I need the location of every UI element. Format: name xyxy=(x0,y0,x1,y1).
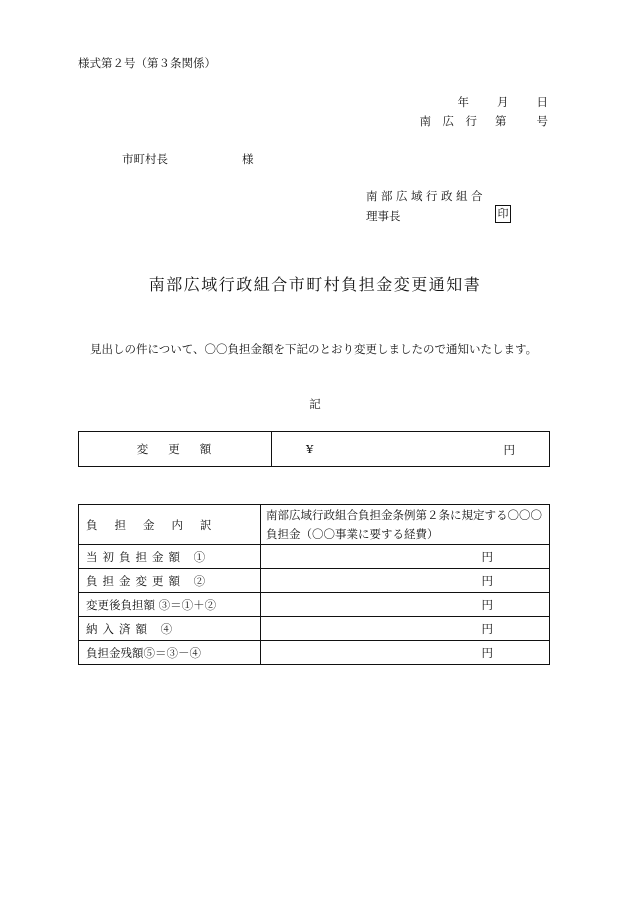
document-number-prefix: 南 広 行 xyxy=(419,114,477,128)
date-day: 日 xyxy=(536,95,548,109)
change-amount-value xyxy=(272,432,550,467)
ki-label: 記 xyxy=(309,397,321,411)
table-row xyxy=(79,569,550,593)
table-row xyxy=(79,641,550,665)
document-number-go: 号 xyxy=(536,114,548,128)
seal-box: 印 xyxy=(495,205,511,223)
row-unit: 円 xyxy=(261,569,550,593)
row-label: 納入済額 ④ xyxy=(79,617,261,641)
breakdown-table xyxy=(78,504,550,665)
row-unit: 円 xyxy=(261,641,550,665)
row-label: 負担金残額⑤＝③－④ xyxy=(79,641,261,665)
yen-symbol: ¥ xyxy=(306,442,314,456)
table-row xyxy=(79,545,550,569)
document-number-dai: 第 xyxy=(495,114,507,128)
addressee-name: 市町村長 xyxy=(122,152,168,166)
form-number: 様式第２号（第３条関係） xyxy=(78,56,216,70)
change-amount-table xyxy=(78,431,550,467)
date-year: 年 xyxy=(457,95,469,109)
row-label: 当初負担金額 ① xyxy=(79,545,261,569)
breakdown-header-row xyxy=(79,505,550,545)
date-month: 月 xyxy=(497,95,509,109)
sender-organization: 南部広域行政組合 xyxy=(366,189,486,203)
row-unit: 円 xyxy=(261,593,550,617)
table-row xyxy=(79,617,550,641)
body-text: 見出しの件について、〇〇負担金額を下記のとおり変更しましたので通知いたします。 xyxy=(90,342,538,356)
addressee-honorific: 様 xyxy=(242,152,254,166)
row-unit: 円 xyxy=(261,545,550,569)
change-amount-label: 変更額 xyxy=(79,432,272,467)
row-unit: 円 xyxy=(261,617,550,641)
change-amount-row xyxy=(79,432,550,467)
sender-title: 理事長 xyxy=(366,209,401,223)
document-title: 南部広域行政組合市町村負担金変更通知書 xyxy=(148,275,482,294)
breakdown-header-label: 負担金内訳 xyxy=(79,505,261,545)
row-label: 変更後負担額 ③＝①＋② xyxy=(79,593,261,617)
date-line xyxy=(458,94,549,110)
breakdown-header-description: 南部広域行政組合負担金条例第２条に規定する〇〇〇負担金（〇〇事業に要する経費） xyxy=(261,505,550,545)
yen-unit: 円 xyxy=(503,443,515,457)
document-number xyxy=(420,113,549,129)
row-label: 負担金変更額 ② xyxy=(79,569,261,593)
table-row xyxy=(79,593,550,617)
addressee xyxy=(122,151,254,167)
